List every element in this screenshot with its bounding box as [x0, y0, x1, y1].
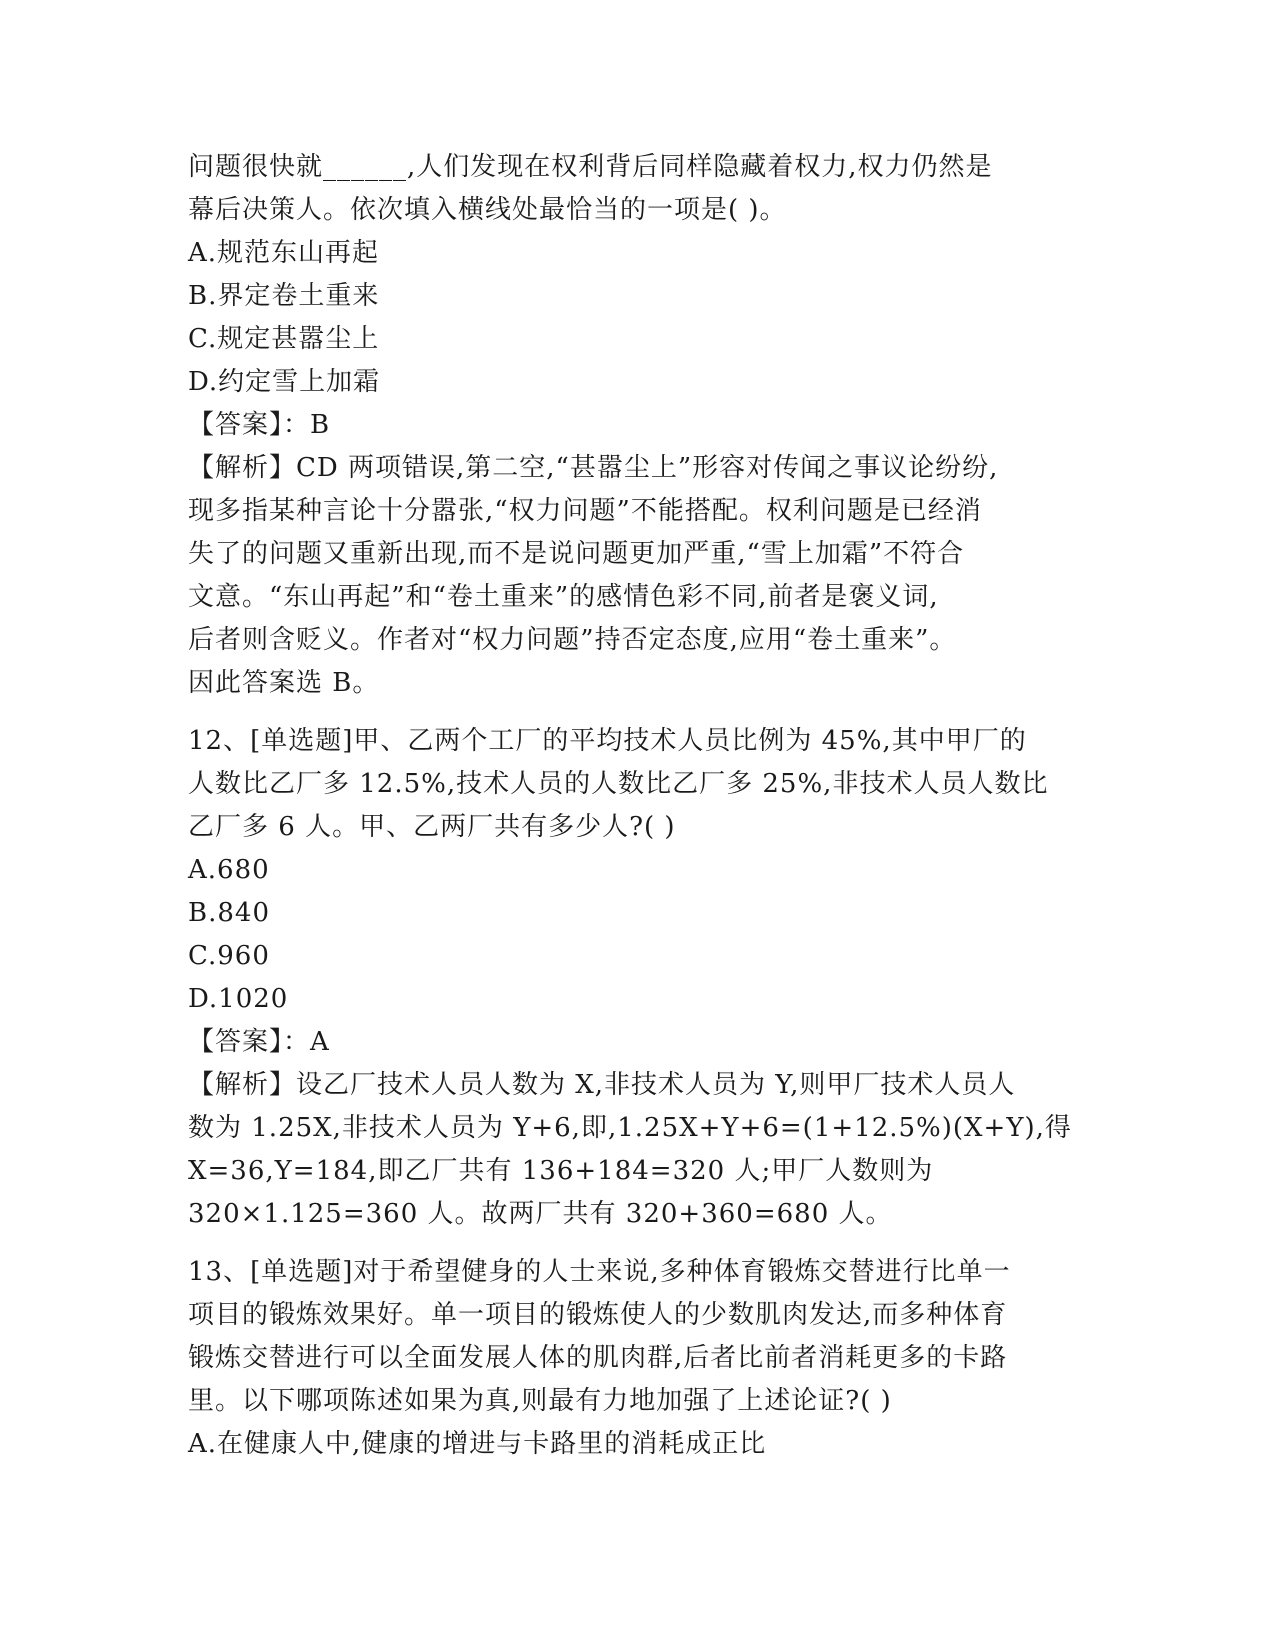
- question-stem-line: 问题很快就______,人们发现在权利背后同样隐藏着权力,权力仍然是: [188, 152, 993, 182]
- question-stem-line: 项目的锻炼效果好。单一项目的锻炼使人的少数肌肉发达,而多种体育: [188, 1300, 1008, 1330]
- question-stem-line: 里。以下哪项陈述如果为真,则最有力地加强了上述论证?( ): [188, 1386, 892, 1416]
- option-a: A.规范东山再起: [188, 238, 380, 268]
- document-content: [188, 146, 1078, 1466]
- analysis-line: 后者则含贬义。作者对“权力问题”持否定态度,应用“卷土重来”。: [188, 625, 957, 655]
- question-stem-line: 12、[单选题]甲、乙两个工厂的平均技术人员比例为 45%,其中甲厂的: [188, 726, 1027, 756]
- question-stem-line: 幕后决策人。依次填入横线处最恰当的一项是( )。: [188, 195, 787, 225]
- option-d: D.1020: [188, 984, 289, 1014]
- question-11: [188, 146, 1078, 705]
- question-stem-line: 13、[单选题]对于希望健身的人士来说,多种体育锻炼交替进行比单一: [188, 1257, 1011, 1287]
- analysis-line: 【解析】设乙厂技术人员人数为 X,非技术人员为 Y,则甲厂技术人员人: [188, 1070, 1016, 1100]
- analysis-line: 因此答案选 B。: [188, 668, 380, 698]
- question-12: [188, 720, 1078, 1236]
- analysis-line: 【解析】CD 两项错误,第二空,“甚嚣尘上”形容对传闻之事议论纷纷,: [188, 453, 999, 483]
- option-d: D.约定雪上加霜: [188, 367, 381, 397]
- option-b: B.界定卷土重来: [188, 281, 380, 311]
- analysis-line: 文意。“东山再起”和“卷土重来”的感情色彩不同,前者是褒义词,: [188, 582, 939, 612]
- option-a: A.680: [188, 855, 270, 885]
- question-stem-line: 锻炼交替进行可以全面发展人体的肌肉群,后者比前者消耗更多的卡路: [188, 1343, 1008, 1373]
- question-spacer: [188, 1236, 1078, 1251]
- analysis-line: 失了的问题又重新出现,而不是说问题更加严重,“雪上加霜”不符合: [188, 539, 965, 569]
- option-c: C.规定甚嚣尘上: [188, 324, 380, 354]
- question-stem-line: 乙厂多 6 人。甲、乙两厂共有多少人?( ): [188, 812, 676, 842]
- option-c: C.960: [188, 941, 270, 971]
- question-stem-line: 人数比乙厂多 12.5%,技术人员的人数比乙厂多 25%,非技术人员人数比: [188, 769, 1049, 799]
- analysis-line: X=36,Y=184,即乙厂共有 136+184=320 人;甲厂人数则为: [188, 1156, 934, 1186]
- analysis-line: 数为 1.25X,非技术人员为 Y+6,即,1.25X+Y+6=(1+12.5%)(X+Y),得: [188, 1113, 1072, 1143]
- answer: 【答案】：A: [188, 1027, 330, 1057]
- question-13: [188, 1251, 1078, 1466]
- analysis-line: 现多指某种言论十分嚣张,“权力问题”不能搭配。权利问题是已经消: [188, 496, 982, 526]
- analysis-line: 320×1.125=360 人。故两厂共有 320+360=680 人。: [188, 1199, 893, 1229]
- option-a: A.在健康人中,健康的增进与卡路里的消耗成正比: [188, 1429, 767, 1459]
- answer: 【答案】：B: [188, 410, 331, 440]
- question-spacer: [188, 705, 1078, 720]
- option-b: B.840: [188, 898, 270, 928]
